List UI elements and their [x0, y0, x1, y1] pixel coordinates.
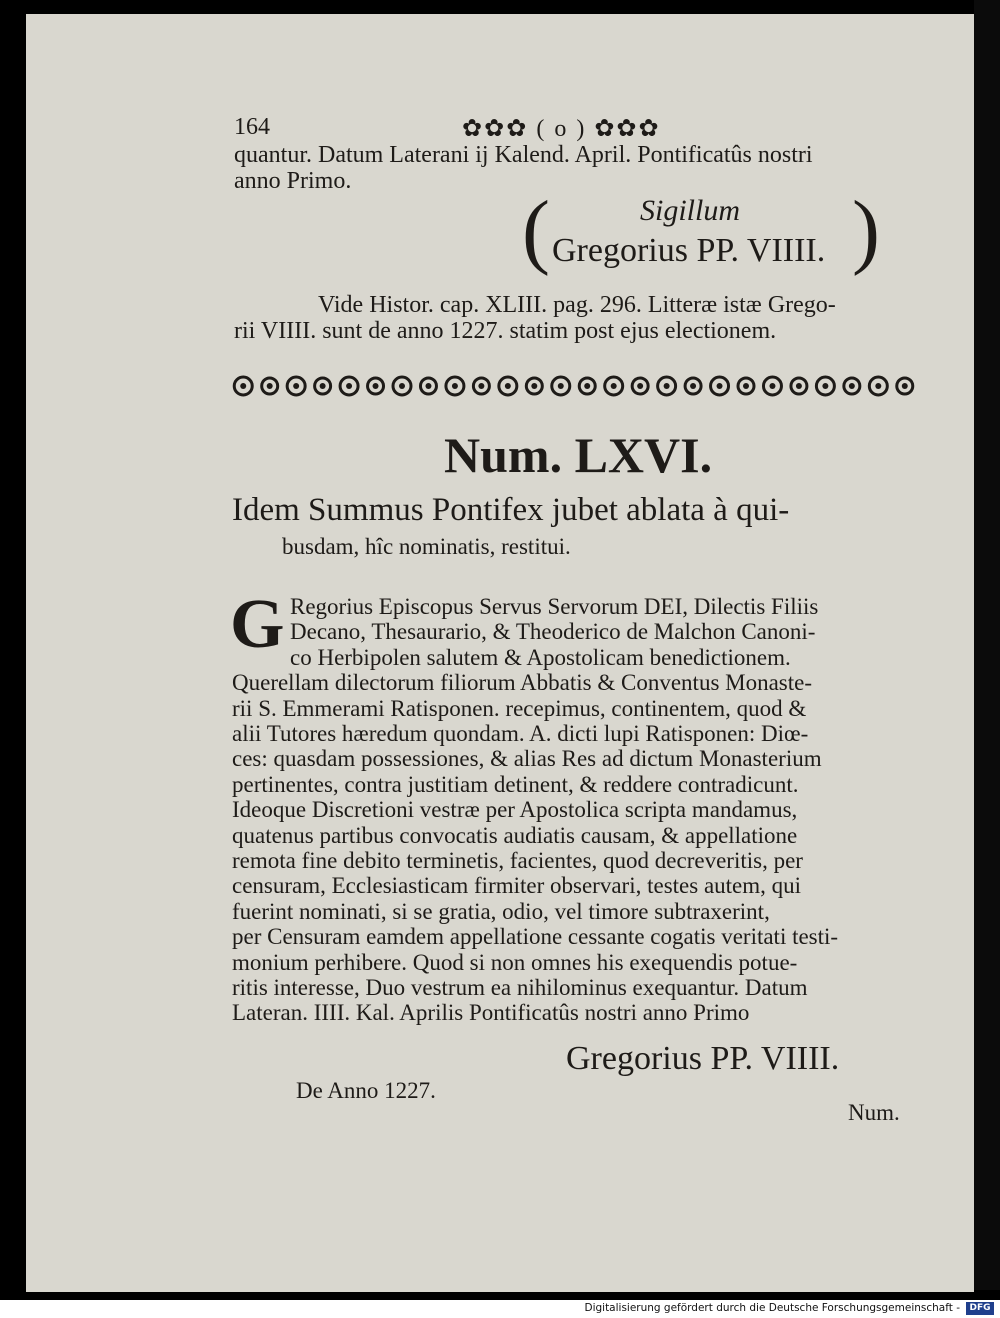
document-heading: busdam, hîc nominatis, restitui.: [282, 534, 571, 559]
document-number: Num. LXVI.: [444, 427, 713, 483]
document-heading: Idem Summus Pontifex jubet ablata à qui-: [232, 492, 790, 528]
body-line: monium perhibere. Quod si non omnes his exequendis potue-: [232, 949, 798, 975]
body-line: Regorius Episcopus Servus Servorum DEI, Dilectis Filiis: [290, 594, 819, 619]
body-line: ces: quasdam possessiones, & alias Res ad dictum Monasterium: [232, 746, 822, 772]
ornament-dot: [717, 383, 723, 389]
body-line: Querellam dilectorum filiorum Abbatis & Conventus Monaste-: [232, 670, 813, 696]
catchword: Num.: [848, 1100, 900, 1125]
dfg-logo: DFG: [966, 1302, 994, 1315]
book-page: [26, 14, 974, 1292]
body-line: fuerint nominati, si se gratia, odio, vel timore subtraxerint,: [232, 898, 770, 924]
body-line: pertinentes, contra justitiam detinent, & reddere contradicunt.: [232, 771, 799, 797]
ornament-dot: [399, 383, 405, 389]
ornament-dot: [240, 383, 246, 389]
ornament-dot: [743, 383, 749, 389]
ornament-dot: [293, 383, 299, 389]
ornament-dot: [637, 383, 643, 389]
ornament-dot: [558, 383, 564, 389]
body-line: ritis interesse, Duo vestrum ea nihilominus exequantur. Datum: [232, 975, 808, 1000]
ornament-dot: [425, 383, 431, 389]
ornament-dot: [478, 383, 484, 389]
ornamental-rule: [230, 373, 918, 399]
page-number: 164: [234, 114, 270, 140]
seal-name: Gregorius PP. VIIII.: [552, 232, 826, 269]
ornament-dot: [875, 383, 881, 389]
signature: Gregorius PP. VIIII.: [566, 1040, 840, 1077]
ornament-dot: [664, 383, 670, 389]
ornament-dot: [822, 383, 828, 389]
body-line: remota fine debito terminetis, facientes, quod decreveritis, per: [232, 848, 803, 873]
note-line: Vide Histor. cap. XLIII. pag. 296. Litteræ istæ Grego-: [318, 292, 836, 318]
digitization-footer: [0, 1300, 1000, 1318]
preceding-text-line: quantur. Datum Laterani ij Kalend. April. Pontificatûs nostri: [234, 142, 813, 168]
body-line: rii S. Emmerami Ratisponen. recepimus, continentem, quod &: [232, 695, 807, 721]
body-line: quatenus partibus convocatis audiatis causam, & appellatione: [232, 822, 798, 848]
body-line: co Herbipolen salutem & Apostolicam benedictionem.: [290, 644, 791, 670]
body-line: Ideoque Discretioni vestræ per Apostolica scripta mandamus,: [232, 797, 798, 823]
ornament-dot: [346, 383, 352, 389]
seal-left-bracket: (: [522, 184, 550, 277]
ornament-dot: [611, 383, 617, 389]
ornament-dot: [584, 383, 590, 389]
ornament-dot: [796, 383, 802, 389]
ornament-dot: [267, 383, 273, 389]
ornament-dot: [769, 383, 775, 389]
ornament-dot: [849, 383, 855, 389]
seal-label: Sigillum: [640, 194, 741, 227]
ornament-dot: [902, 383, 908, 389]
body-line: censuram, Ecclesiasticam firmiter observari, testes autem, qui: [232, 873, 802, 899]
book-spine-shadow: [974, 0, 1000, 1290]
year-note: De Anno 1227.: [296, 1078, 436, 1103]
body-line: alii Tutores hæredum quondam. A. dicti lupi Ratisponen: Diœ-: [232, 721, 809, 746]
footer-credit: Digitalisierung gefördert durch die Deutsche Forschungsgemeinschaft -: [584, 1302, 960, 1314]
ornament-dot: [531, 383, 537, 389]
ornament-dot: [452, 383, 458, 389]
body-line: per Censuram eamdem appellatione cessante cogatis veritati testi-: [232, 924, 839, 950]
preceding-text-line: anno Primo.: [234, 168, 352, 194]
seal-right-bracket: ): [852, 184, 880, 277]
ornament-dot: [690, 383, 696, 389]
body-line: Decano, Thesaurario, & Theoderico de Malchon Canoni-: [290, 619, 816, 645]
ornament-dot: [320, 383, 326, 389]
ornament-dot: [373, 383, 379, 389]
drop-cap: G: [230, 586, 285, 663]
running-head: ✿✿✿ ( o ) ✿✿✿: [462, 116, 661, 142]
note-line: rii VIIII. sunt de anno 1227. statim post ejus electionem.: [234, 318, 777, 344]
ornament-dot: [505, 383, 511, 389]
body-line: Lateran. IIII. Kal. Aprilis Pontificatûs nostri anno Primo: [232, 1000, 750, 1026]
